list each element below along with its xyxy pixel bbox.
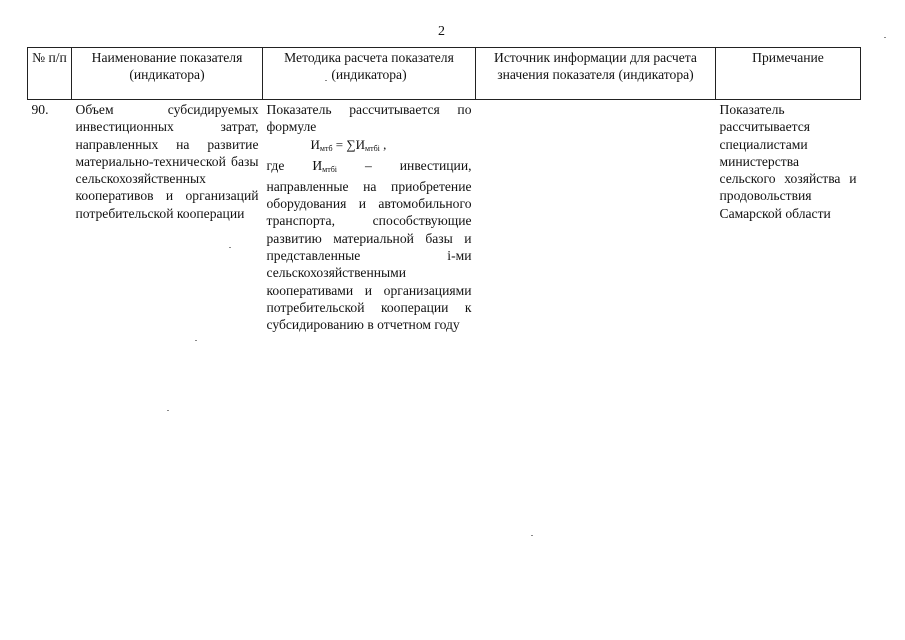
formula (267, 136, 472, 157)
header-information-source: Источник информации для расчета значения показателя (индикатора) (476, 48, 716, 100)
scan-speck (884, 37, 886, 38)
scan-speck (229, 247, 231, 248)
scan-speck (167, 410, 169, 411)
table-row (28, 100, 861, 334)
header-calculation-method: Методика расчета показателя (индикатора) (263, 48, 476, 100)
scan-speck (325, 80, 327, 81)
row-calculation-method (263, 100, 476, 334)
row-indicator-name (72, 100, 263, 334)
header-number: № п/п (28, 48, 72, 100)
row-number: 90. (31, 102, 49, 117)
note-text: Показатель рассчитывается специалистами министерства сельского хозяйства и продовольствия Самарской области (719, 102, 857, 221)
formula-right: И (355, 136, 366, 152)
formula-right-subscript: мтбi (365, 143, 380, 153)
formula-operator: = ∑ (332, 136, 356, 152)
method-intro: Показатель рассчитывается по формуле (266, 102, 472, 135)
scan-speck (195, 340, 197, 341)
scan-speck (531, 535, 533, 536)
formula-left-subscript: мтб (319, 143, 333, 153)
method-description: – инвестиции, направленные на приобретение оборудования и автомобильного транспорта, способствующие развитию материальной базы и представленные i-ми сельскохозяйственными кооперативами и организациями потребительской кооперации к субсидированию в отчетном году (266, 157, 472, 333)
header-note: Примечание (716, 48, 861, 100)
page-number: 2 (438, 24, 445, 39)
indicator-name-text: Объем субсидируемых инвестиционных затрат, направленных на развитие материально-технической базы сельскохозяйственных кооперативов и организаций потребительской кооперации (75, 102, 259, 221)
header-indicator-name: Наименование показателя (индикатора) (72, 48, 263, 100)
table-header-row (28, 48, 861, 100)
method-where: где И (266, 157, 323, 173)
indicator-table (27, 47, 861, 334)
method-where-subscript: мтбi (322, 164, 338, 174)
formula-tail: , (379, 136, 387, 152)
formula-left: И (310, 136, 320, 152)
row-information-source (476, 100, 716, 334)
row-note (716, 100, 861, 334)
